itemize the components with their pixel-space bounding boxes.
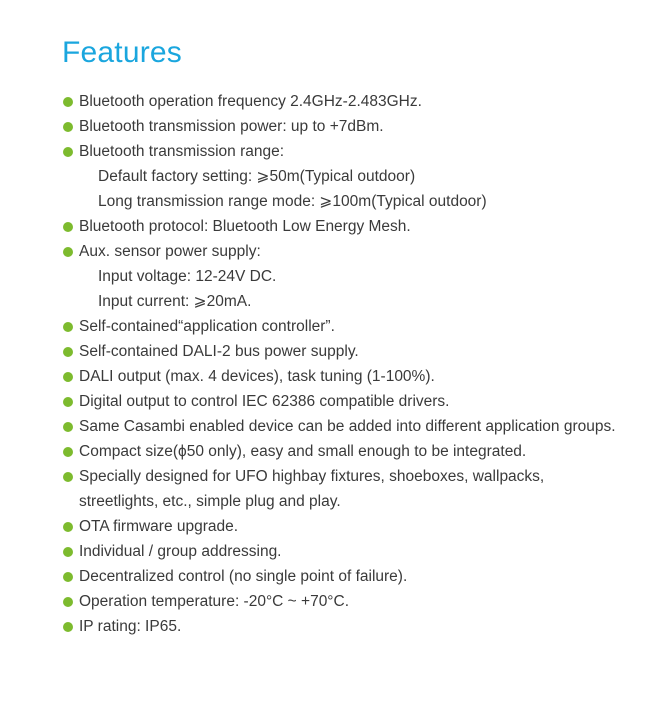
- bullet-icon: [63, 247, 73, 257]
- bullet-icon: [63, 322, 73, 332]
- bullet-icon: [63, 622, 73, 632]
- features-list: [62, 89, 622, 639]
- feature-item: [62, 314, 622, 339]
- bullet-icon: [63, 147, 73, 157]
- feature-item: [62, 464, 622, 514]
- feature-item: [62, 139, 622, 214]
- bullet-icon: [63, 222, 73, 232]
- feature-text: Bluetooth operation frequency 2.4GHz-2.483GHz.: [79, 93, 422, 110]
- feature-item: [62, 514, 622, 539]
- feature-text: Self-contained“application controller”.: [79, 318, 335, 335]
- bullet-icon: [63, 447, 73, 457]
- bullet-icon: [63, 347, 73, 357]
- feature-text: OTA firmware upgrade.: [79, 518, 239, 535]
- bullet-icon: [63, 547, 73, 557]
- feature-item: [62, 364, 622, 389]
- feature-text: Same Casambi enabled device can be added into different application groups.: [79, 418, 616, 435]
- feature-item: [62, 589, 622, 614]
- bullet-icon: [63, 97, 73, 107]
- page-title: Features: [62, 36, 182, 69]
- bullet-icon: [63, 572, 73, 582]
- feature-text: Bluetooth transmission power: up to +7dBm.: [79, 118, 384, 135]
- feature-subitem: Input current: ⩾20mA.: [98, 293, 252, 310]
- bullet-icon: [63, 422, 73, 432]
- feature-item: [62, 89, 622, 114]
- feature-text: Bluetooth transmission range:: [79, 143, 285, 160]
- feature-text: Compact size(ϕ50 only), easy and small enough to be integrated.: [79, 443, 527, 460]
- feature-item: [62, 614, 622, 639]
- feature-item: [62, 539, 622, 564]
- feature-text: Aux. sensor power supply:: [79, 243, 261, 260]
- feature-subitem: Input voltage: 12-24V DC.: [98, 268, 277, 285]
- feature-text: Bluetooth protocol: Bluetooth Low Energy Mesh.: [79, 218, 411, 235]
- bullet-icon: [63, 122, 73, 132]
- feature-text: Decentralized control (no single point of failure).: [79, 568, 408, 585]
- feature-text: Operation temperature: -20°C ~ +70°C.: [79, 593, 350, 610]
- feature-item: [62, 389, 622, 414]
- feature-item: [62, 214, 622, 239]
- feature-subitem: Default factory setting: ⩾50m(Typical outdoor): [98, 168, 416, 185]
- bullet-icon: [63, 472, 73, 482]
- feature-item: [62, 564, 622, 589]
- feature-text: Individual / group addressing.: [79, 543, 282, 560]
- bullet-icon: [63, 372, 73, 382]
- feature-item: [62, 239, 622, 314]
- feature-text: DALI output (max. 4 devices), task tuning (1-100%).: [79, 368, 435, 385]
- bullet-icon: [63, 522, 73, 532]
- feature-text: IP rating: IP65.: [79, 618, 182, 635]
- feature-item: [62, 414, 622, 439]
- feature-item: [62, 114, 622, 139]
- feature-item: [62, 439, 622, 464]
- bullet-icon: [63, 397, 73, 407]
- feature-text: Digital output to control IEC 62386 compatible drivers.: [79, 393, 450, 410]
- feature-text: Self-contained DALI-2 bus power supply.: [79, 343, 359, 360]
- feature-subitem: Long transmission range mode: ⩾100m(Typical outdoor): [98, 193, 487, 210]
- feature-item: [62, 339, 622, 364]
- feature-text: Specially designed for UFO highbay fixtures, shoeboxes, wallpacks, streetlights, etc., simple plug and play.: [79, 468, 545, 510]
- bullet-icon: [63, 597, 73, 607]
